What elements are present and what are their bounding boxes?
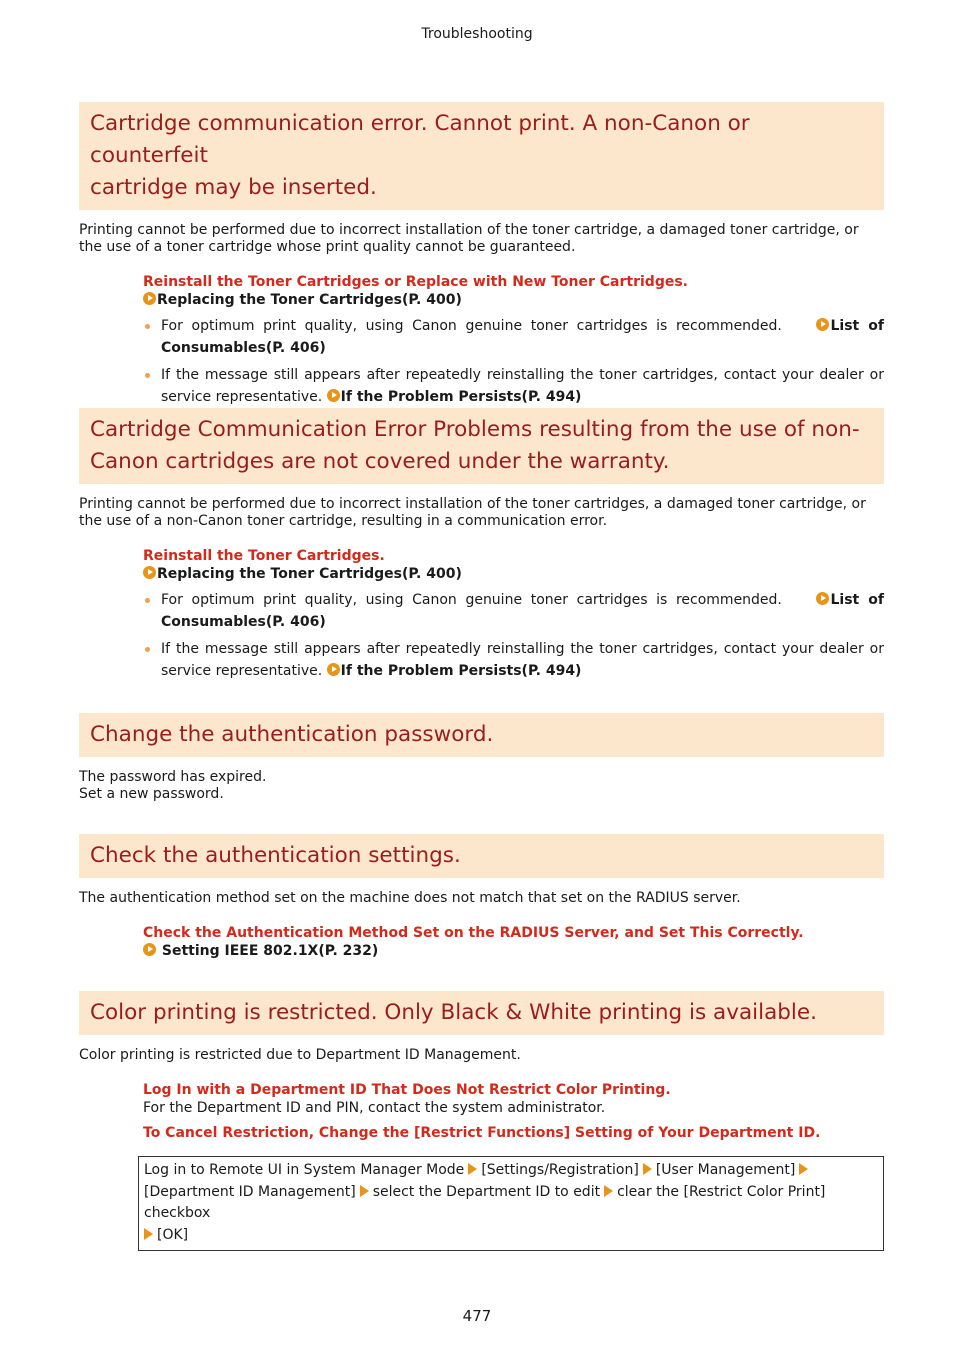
heading-line: Cartridge Communication Error Problems resulting from the use of non- xyxy=(90,417,860,442)
arrow-circle-icon xyxy=(816,318,829,331)
section-auth-settings xyxy=(79,834,884,960)
arrow-circle-icon xyxy=(143,566,156,579)
arrow-circle-icon xyxy=(143,943,156,956)
notes-list xyxy=(143,589,884,682)
page-number: 477 xyxy=(462,1307,492,1325)
section-warranty-error xyxy=(79,408,884,687)
arrow-circle-icon xyxy=(816,592,829,605)
section-heading: Check the authentication settings. xyxy=(79,834,884,878)
step-arrow-icon xyxy=(643,1163,652,1175)
section-heading xyxy=(79,102,884,210)
section-description: Printing cannot be performed due to incorrect installation of the toner cartridge, a damaged toner cartridge, or the use of a toner cartridge whose print quality cannot be guaranteed. xyxy=(79,222,859,255)
step-arrow-icon xyxy=(799,1163,808,1175)
reference-link[interactable]: Setting IEEE 802.1X(P. 232) xyxy=(143,942,884,960)
reference-link[interactable]: If the Problem Persists(P. 494) xyxy=(327,663,582,679)
step-text: clear the [Restrict Color Print] checkbox xyxy=(144,1183,826,1221)
step-arrow-icon xyxy=(360,1185,369,1197)
action-title: To Cancel Restriction, Change the [Restrict Functions] Setting of Your Department ID. xyxy=(143,1125,821,1141)
section-description: Printing cannot be performed due to incorrect installation of the toner cartridges, a damaged toner cartridge, or the use of a non-Canon toner cartridge, resulting in a communication error. xyxy=(79,496,866,529)
action-title: Reinstall the Toner Cartridges or Replace with New Toner Cartridges. xyxy=(143,274,688,290)
step-text: [User Management] xyxy=(655,1162,796,1178)
notes-list xyxy=(143,315,884,408)
step-arrow-icon xyxy=(604,1185,613,1197)
section-heading: Color printing is restricted. Only Black & White printing is available. xyxy=(79,991,884,1035)
step-arrow-icon xyxy=(468,1163,477,1175)
section-description: The authentication method set on the machine does not match that set on the RADIUS server. xyxy=(79,890,741,906)
heading-line: Canon cartridges are not covered under the warranty. xyxy=(90,449,670,474)
description-line: The password has expired. xyxy=(79,769,267,785)
section-color-restricted xyxy=(79,991,884,1251)
step-text: select the Department ID to edit xyxy=(372,1183,601,1200)
description-line: Set a new password. xyxy=(79,786,224,802)
heading-line: cartridge may be inserted. xyxy=(90,175,377,200)
step-text: [Settings/Registration] xyxy=(481,1162,639,1178)
section-description xyxy=(79,769,884,803)
arrow-circle-icon xyxy=(143,292,156,305)
section-auth-password xyxy=(79,713,884,803)
heading-line: Cartridge communication error. Cannot print. A non-Canon or counterfeit xyxy=(90,111,750,168)
reference-link[interactable]: Replacing the Toner Cartridges(P. 400) xyxy=(143,565,884,583)
action-title: Check the Authentication Method Set on the RADIUS Server, and Set This Correctly. xyxy=(143,925,804,941)
reference-link[interactable]: Replacing the Toner Cartridges(P. 400) xyxy=(143,291,884,309)
running-header: Troubleshooting xyxy=(421,26,533,42)
reference-link[interactable]: List of Consumables(P. 406) xyxy=(161,318,884,356)
action-title: Reinstall the Toner Cartridges. xyxy=(143,548,385,564)
step-text: [OK] xyxy=(157,1226,189,1243)
reference-link[interactable]: List of Consumables(P. 406) xyxy=(161,592,884,630)
section-description: Color printing is restricted due to Department ID Management. xyxy=(79,1047,521,1063)
step-text: [Department ID Management] xyxy=(144,1183,356,1200)
procedure-box xyxy=(138,1156,884,1251)
list-item: If the message still appears after repeatedly reinstalling the toner cartridges, contact your dealer or service representative. If the Problem Persists(P. 494) xyxy=(143,364,884,408)
step-text: Log in to Remote UI in System Manager Mode xyxy=(144,1162,465,1178)
action-text: For the Department ID and PIN, contact the system administrator. xyxy=(143,1100,606,1116)
action-title: Log In with a Department ID That Does Not Restrict Color Printing. xyxy=(143,1082,671,1098)
section-heading xyxy=(79,408,884,484)
list-item: For optimum print quality, using Canon genuine toner cartridges is recommended. List of Consumables(P. 406) xyxy=(143,315,884,359)
list-item: If the message still appears after repeatedly reinstalling the toner cartridges, contact your dealer or service representative. If the Problem Persists(P. 494) xyxy=(143,638,884,682)
arrow-circle-icon xyxy=(327,663,340,676)
arrow-circle-icon xyxy=(327,389,340,402)
list-item: For optimum print quality, using Canon genuine toner cartridges is recommended. List of Consumables(P. 406) xyxy=(143,589,884,633)
step-arrow-icon xyxy=(144,1228,153,1240)
section-heading: Change the authentication password. xyxy=(79,713,884,757)
section-cartridge-error xyxy=(79,102,884,413)
reference-link[interactable]: If the Problem Persists(P. 494) xyxy=(327,389,582,405)
